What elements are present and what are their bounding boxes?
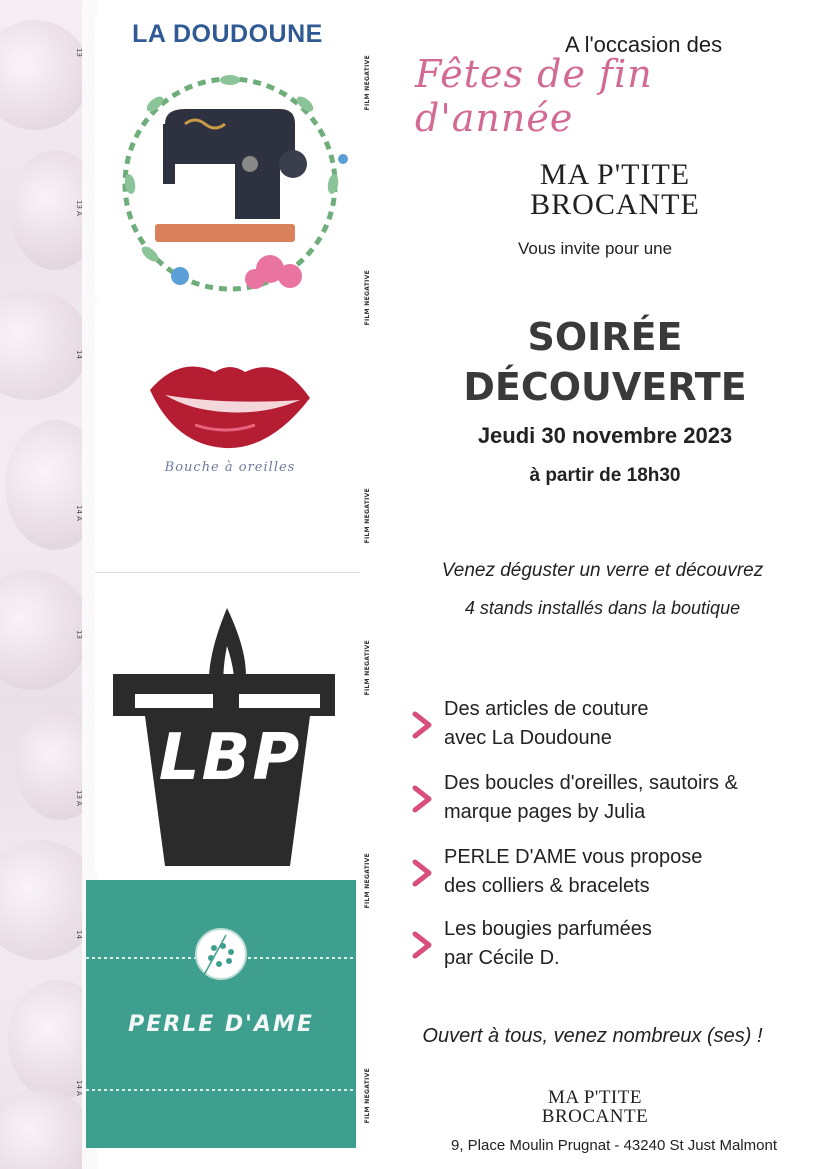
film-negative-label: FILM NEGATIVE — [364, 853, 371, 909]
intro-line-2: 4 stands installés dans la boutique — [464, 598, 741, 618]
stand-line-2: marque pages by Julia — [444, 801, 646, 823]
fetes-title: Fêtes de fin d'année — [415, 52, 653, 140]
film-number: 13 A — [75, 200, 83, 216]
chevron-right-icon — [412, 711, 434, 739]
film-number: 13 — [75, 630, 83, 639]
perle-dame-text: PERLE D'AME — [128, 1012, 314, 1037]
stand-line-1: PERLE D'AME vous propose — [444, 846, 703, 868]
lips-icon — [95, 300, 360, 572]
invite-text: Vous invite pour une — [518, 239, 673, 258]
event-title-line-1: SOIRÉE — [527, 315, 683, 359]
event-title-line-2: DÉCOUVERTE — [463, 365, 747, 409]
film-negative-label: FILM NEGATIVE — [364, 640, 371, 696]
chevron-right-icon — [412, 859, 434, 887]
stand-line-1: Des articles de couture — [444, 698, 649, 720]
footer-brand-logo — [510, 1088, 680, 1126]
bouche-a-oreilles-panel — [95, 300, 360, 573]
footer-brand-line-1: MA P'TITE — [548, 1087, 642, 1108]
la-doudoune-panel — [95, 14, 360, 296]
intro-line-1: Venez déguster un verre et découvrez — [441, 560, 764, 581]
la-doudoune-title: LA DOUDOUNE — [132, 20, 323, 48]
footer-brand-line-2: BROCANTE — [541, 1106, 649, 1127]
lbp-panel — [95, 576, 360, 874]
lbp-logo-text: LBP — [158, 721, 302, 795]
event-date: Jeudi 30 novembre 2023 — [477, 423, 733, 448]
brand-line-1: MA P'TITE — [539, 158, 691, 191]
film-number: 13 A — [75, 790, 83, 806]
film-negative-label: FILM NEGATIVE — [364, 488, 371, 544]
footer-address: 9, Place Moulin Prugnat - 43240 St Just Malmont — [450, 1137, 777, 1154]
stand-line-2: par Cécile D. — [444, 947, 560, 969]
brand-logo — [490, 160, 740, 220]
occasion-text: A l'occasion des — [565, 32, 723, 57]
bouche-a-oreilles-caption: Bouche à oreilles — [164, 460, 296, 475]
film-negative-label: FILM NEGATIVE — [364, 55, 371, 111]
floral-background — [0, 0, 82, 1169]
closing-text: Ouvert à tous, venez nombreux (ses) ! — [422, 1025, 763, 1047]
stand-line-2: des colliers & bracelets — [444, 875, 650, 897]
chevron-right-icon — [412, 931, 434, 959]
stand-line-1: Des boucles d'oreilles, sautoirs & — [444, 772, 738, 794]
film-number: 13 — [75, 48, 83, 57]
film-number: 14 A — [75, 1080, 83, 1096]
stand-line-1: Les bougies parfumées — [444, 918, 652, 940]
film-negative-label: FILM NEGATIVE — [364, 270, 371, 326]
chevron-right-icon — [412, 785, 434, 813]
sewing-machine-wreath-icon — [95, 14, 360, 296]
film-number: 14 — [75, 350, 83, 359]
perle-dame-panel — [86, 880, 356, 1148]
film-negative-label: FILM NEGATIVE — [364, 1068, 371, 1124]
film-number: 14 A — [75, 505, 83, 521]
brand-line-2: BROCANTE — [530, 188, 700, 221]
film-number: 14 — [75, 930, 83, 939]
stand-line-2: avec La Doudoune — [444, 727, 612, 749]
event-time: à partir de 18h30 — [529, 465, 681, 486]
